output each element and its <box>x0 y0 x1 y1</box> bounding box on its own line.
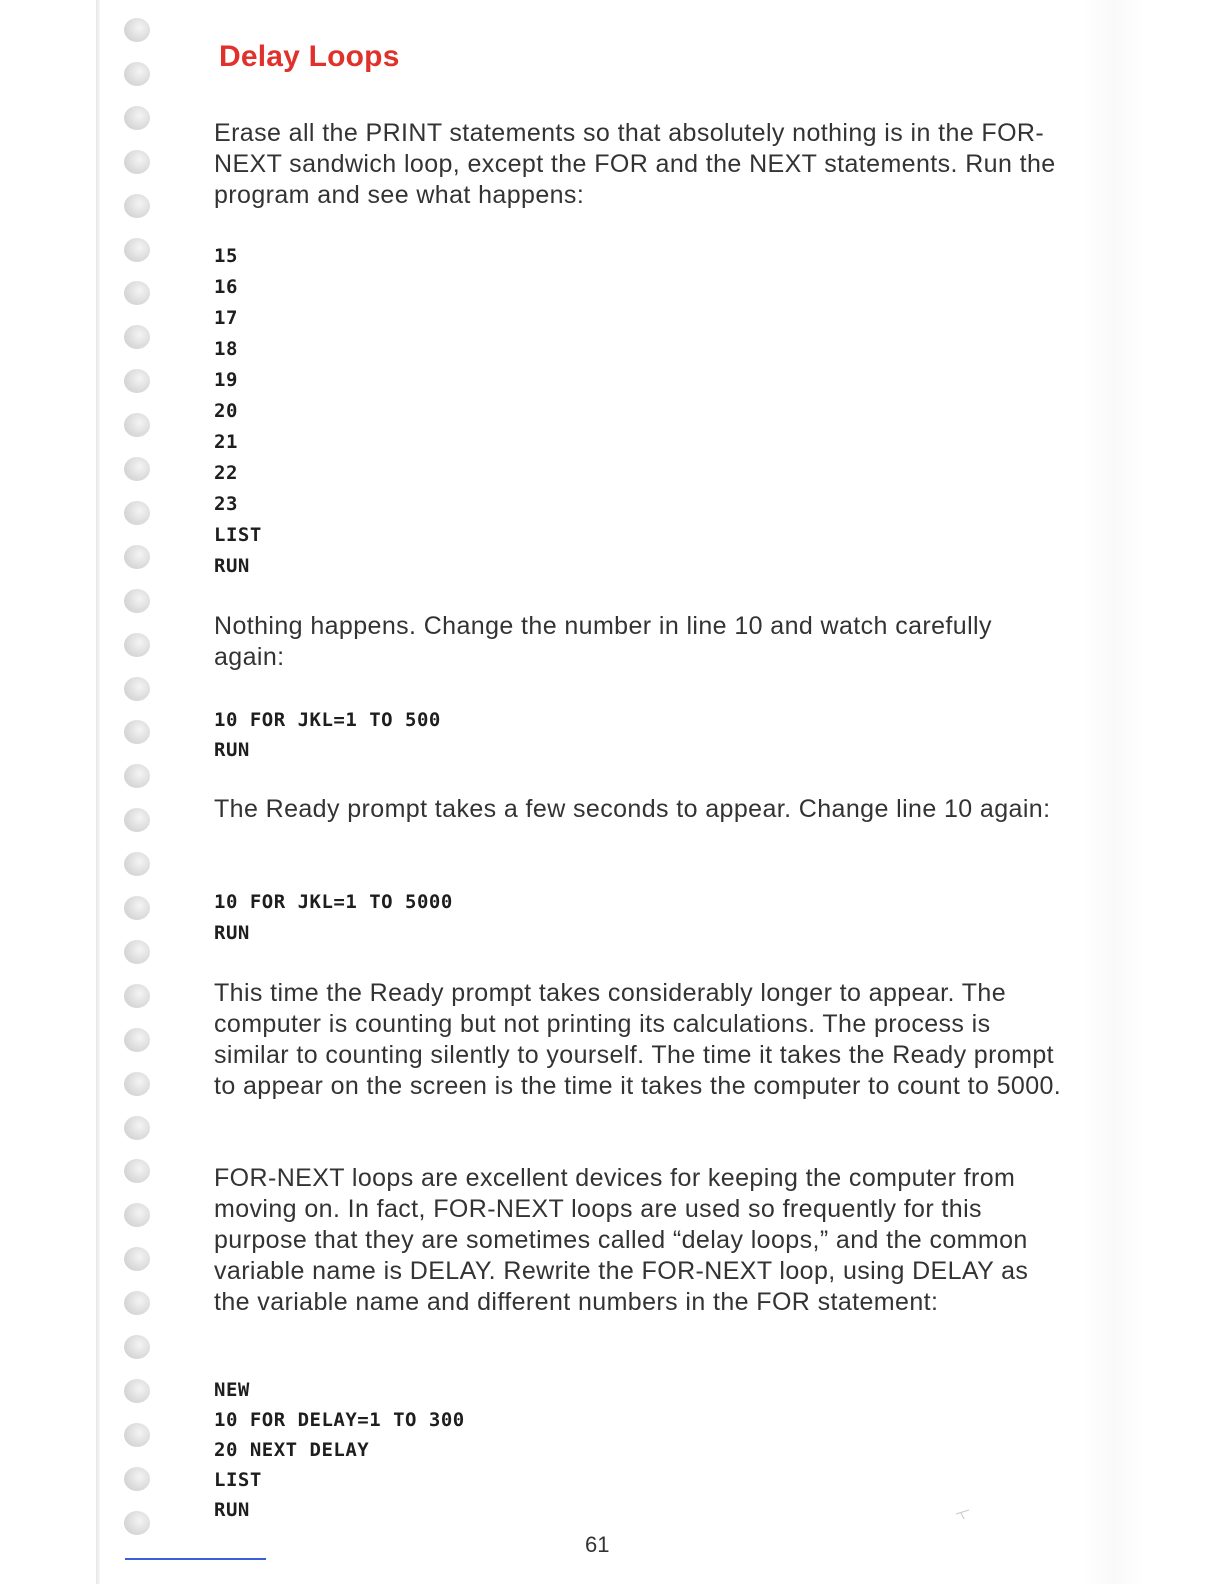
binder-hole-icon <box>124 764 150 788</box>
binder-hole-icon <box>124 62 150 86</box>
paragraph-erase-print: Erase all the PRINT statements so that absolutely nothing is in the FOR-NEXT sandwich loop, except the FOR and the NEXT statements. Run the program and see what happens: <box>214 119 1056 209</box>
binder-holes <box>120 18 156 1558</box>
code-line: 19 <box>214 369 238 391</box>
binder-hole-icon <box>124 852 150 876</box>
binder-hole-icon <box>124 325 150 349</box>
code-block-numbers <box>214 241 262 582</box>
binder-hole-icon <box>124 457 150 481</box>
code-line: 22 <box>214 462 238 484</box>
code-block-jkl-500 <box>214 705 441 765</box>
binder-hole-icon <box>124 940 150 964</box>
binder-hole-icon <box>124 194 150 218</box>
binder-hole-icon <box>124 677 150 701</box>
code-line: 23 <box>214 493 238 515</box>
binder-hole-icon <box>124 150 150 174</box>
code-line: RUN <box>214 1499 250 1521</box>
code-line: LIST <box>214 524 262 546</box>
code-line: 10 FOR JKL=1 TO 500 <box>214 709 441 731</box>
section-title: Delay Loops <box>219 40 400 73</box>
binder-hole-icon <box>124 1116 150 1140</box>
binder-hole-icon <box>124 18 150 42</box>
binder-hole-icon <box>124 1247 150 1271</box>
binder-hole-icon <box>124 413 150 437</box>
code-line: 10 FOR JKL=1 TO 5000 <box>214 891 453 913</box>
binder-hole-icon <box>124 1379 150 1403</box>
code-line: RUN <box>214 555 250 577</box>
code-line: 18 <box>214 338 238 360</box>
binder-hole-icon <box>124 369 150 393</box>
binder-hole-icon <box>124 501 150 525</box>
page-number: 61 <box>585 1532 610 1557</box>
binder-hole-icon <box>124 633 150 657</box>
code-line: 17 <box>214 307 238 329</box>
binder-hole-icon <box>124 1159 150 1183</box>
binder-hole-icon <box>124 238 150 262</box>
binder-hole-icon <box>124 896 150 920</box>
paragraph-delay-loops: FOR-NEXT loops are excellent devices for keeping the computer from moving on. In fact, FOR-NEXT loops are used so frequently for this purpose that they are sometimes called “delay loops,” and the common variable name is DELAY. Rewrite the FOR-NEXT loop, using DELAY as the variable name and different numbers in the FOR statement: <box>214 1164 1029 1316</box>
binder-hole-icon <box>124 281 150 305</box>
code-block-delay <box>214 1375 465 1525</box>
pencil-mark-icon <box>955 1508 971 1520</box>
scan-shadow <box>1084 0 1144 1584</box>
binder-hole-icon <box>124 984 150 1008</box>
code-line: RUN <box>214 739 250 761</box>
binder-hole-icon <box>124 1467 150 1491</box>
code-line: NEW <box>214 1379 250 1401</box>
binder-hole-icon <box>124 720 150 744</box>
binder-hole-icon <box>124 1335 150 1359</box>
code-line: LIST <box>214 1469 262 1491</box>
binder-hole-icon <box>124 808 150 832</box>
binder-hole-icon <box>124 1291 150 1315</box>
binder-hole-icon <box>124 1203 150 1227</box>
binder-hole-icon <box>124 1072 150 1096</box>
code-line: RUN <box>214 922 250 944</box>
code-line: 15 <box>214 245 238 267</box>
page-left-edge <box>96 0 100 1584</box>
code-line: 20 NEXT DELAY <box>214 1439 370 1461</box>
code-line: 20 <box>214 400 238 422</box>
paragraph-ready-prompt: The Ready prompt takes a few seconds to appear. Change line 10 again: <box>214 795 1051 823</box>
paragraph-nothing-happens: Nothing happens. Change the number in line 10 and watch carefully again: <box>214 612 992 671</box>
paragraph-counting: This time the Ready prompt takes considerably longer to appear. The computer is counting but not printing its calculations. The process is similar to counting silently to yourself. The time it takes the Ready prompt to appear on the screen is the time it takes the computer to count to 5000. <box>214 979 1062 1100</box>
binder-hole-icon <box>124 1423 150 1447</box>
code-line: 21 <box>214 431 238 453</box>
footer-rule <box>125 1558 266 1560</box>
code-line: 10 FOR DELAY=1 TO 300 <box>214 1409 465 1431</box>
binder-hole-icon <box>124 106 150 130</box>
binder-hole-icon <box>124 1511 150 1535</box>
code-line: 16 <box>214 276 238 298</box>
code-block-jkl-5000 <box>214 887 453 949</box>
binder-hole-icon <box>124 545 150 569</box>
binder-hole-icon <box>124 589 150 613</box>
binder-hole-icon <box>124 1028 150 1052</box>
